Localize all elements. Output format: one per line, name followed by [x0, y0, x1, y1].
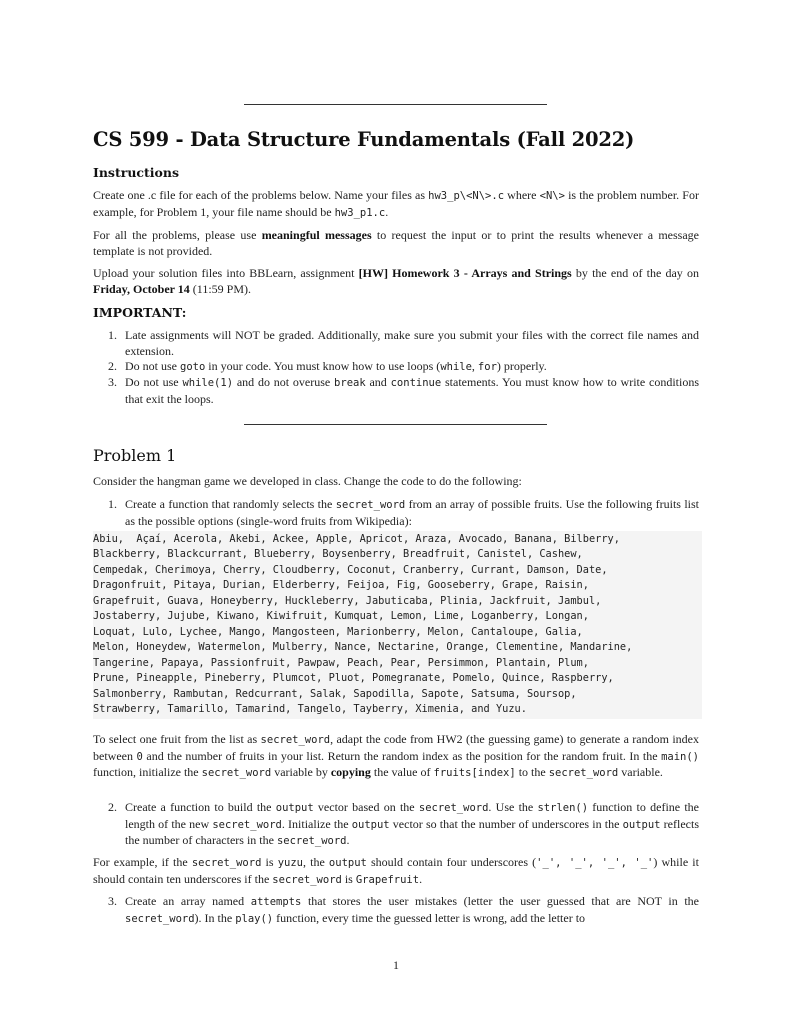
- fruits-line-8: Melon, Honeydew, Watermelon, Mulberry, Nance, Nectarine, Orange, Clementine, Mandarine,: [93, 641, 633, 653]
- important-item-2: 2. Do not use goto in your code. You must know how to use loops (while, for) properly.: [108, 359, 547, 373]
- page-title: CS 599 - Data Structure Fundamentals (Fall 2022): [93, 128, 635, 151]
- example-paragraph: For example, if the secret_word is yuzu, the output should contain four underscores ('_', '_', '_', '_') while it should contain ten underscores if the secret_word is Grapefruit.: [93, 855, 699, 886]
- fruits-line-10: Prune, Pineapple, Pineberry, Plumcot, Pluot, Pomegranate, Pomelo, Quince, Raspberry,: [93, 672, 614, 684]
- fruits-line-7: Loquat, Lulo, Lychee, Mango, Mangosteen, Marionberry, Melon, Cantaloupe, Galia,: [93, 626, 583, 638]
- fruits-line-5: Grapefruit, Guava, Honeyberry, Huckleberry, Jabuticaba, Plinia, Jackfruit, Jambul,: [93, 595, 602, 607]
- top-rule: [244, 104, 547, 105]
- fruits-line-3: Cempedak, Cherimoya, Cherry, Cloudberry, Coconut, Cranberry, Currant, Damson, Date,: [93, 564, 608, 576]
- problem-1-item-2: 2. Create a function to build the output vector based on the secret_word. Use the strlen() function to define the length of the new secret_word. Initialize the output vector so that the number of underscores in the output reflects the number of characters in the secret_word.: [108, 800, 700, 847]
- instructions-paragraph-2: For all the problems, please use meaningful messages to request the input or to print the results whenever a message template is not provided.: [93, 228, 699, 258]
- fruits-line-12: Strawberry, Tamarillo, Tamarind, Tangelo, Tayberry, Ximenia, and Yuzu.: [93, 703, 527, 715]
- important-item-3: 3. Do not use while(1) and do not overuse break and continue statements. You must know how to write conditions that exit the loops.: [108, 375, 699, 406]
- select-fruit-paragraph: To select one fruit from the list as secret_word, adapt the code from HW2 (the guessing game) to generate a random index between 0 and the number of fruits in your list. Return the random index as the position for the random fruit. In the main() function, initialize the secret_word variable by copying the value of fruits[index] to the secret_word variable.: [93, 732, 699, 779]
- instructions-paragraph-3: Upload your solution files into BBLearn, assignment [HW] Homework 3 - Arrays and Strings by the end of the day on Friday, October 14 (11:59 PM).: [93, 266, 699, 296]
- instructions-paragraph-1: Create one .c file for each of the problems below. Name your files as hw3_p\<N\>.c where <N\> is the problem number. For example, for Problem 1, your file name should be hw3_p1.c.: [93, 188, 699, 219]
- fruits-line-9: Tangerine, Papaya, Passionfruit, Pawpaw, Peach, Pear, Persimmon, Plantain, Plum,: [93, 657, 589, 669]
- fruits-line-4: Dragonfruit, Pitaya, Durian, Elderberry, Feijoa, Fig, Gooseberry, Grape, Raisin,: [93, 579, 589, 591]
- problem-1-heading: Problem 1: [93, 446, 177, 465]
- problem-1-item-3: 3. Create an array named attempts that stores the user mistakes (letter the user guessed that are NOT in the secret_word). In the play() function, every time the guessed letter is wrong, add the letter to: [108, 894, 699, 925]
- important-heading: IMPORTANT:: [93, 305, 187, 320]
- problem-1-intro: Consider the hangman game we developed in class. Change the code to do the following:: [93, 474, 522, 488]
- fruits-line-11: Salmonberry, Rambutan, Redcurrant, Salak, Sapodilla, Sapote, Satsuma, Soursop,: [93, 688, 577, 700]
- problem-1-item-1: 1. Create a function that randomly selects the secret_word from an array of possible fruits. Use the following fruits list as the possible options (single-word fruits from Wikipedia):: [108, 497, 699, 528]
- fruits-line-1: Abiu, Açaí, Acerola, Akebi, Ackee, Apple, Apricot, Araza, Avocado, Banana, Bilberry,: [93, 533, 620, 545]
- instructions-heading: Instructions: [93, 165, 180, 180]
- fruits-line-2: Blackberry, Blackcurrant, Blueberry, Boysenberry, Breadfruit, Canistel, Cashew,: [93, 548, 583, 560]
- middle-rule: [244, 424, 547, 425]
- fruits-line-6: Jostaberry, Jujube, Kiwano, Kiwifruit, Kumquat, Lemon, Lime, Loganberry, Longan,: [93, 610, 589, 622]
- page-number: 1: [393, 958, 399, 972]
- important-item-1: 1. Late assignments will NOT be graded. Additionally, make sure you submit your files with the correct file names and extension.: [108, 328, 699, 358]
